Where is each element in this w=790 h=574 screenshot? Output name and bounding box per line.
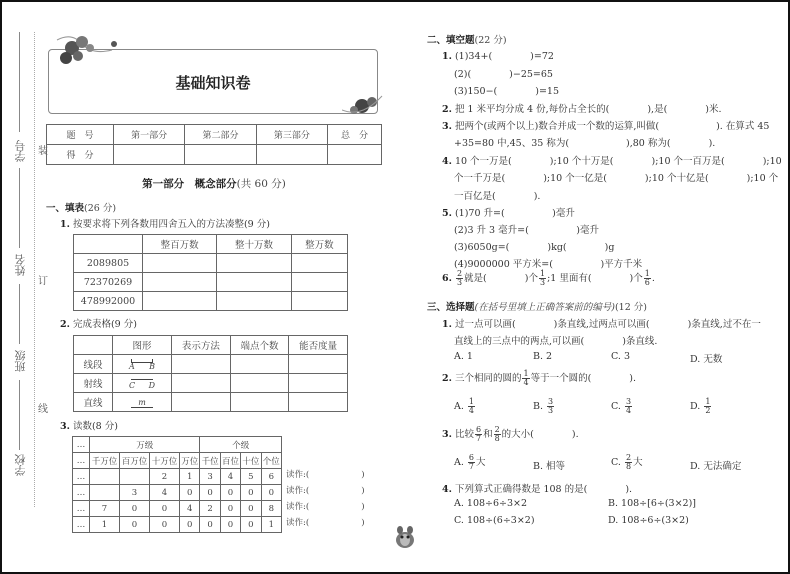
question-number: 6.	[442, 273, 452, 284]
ellipsis-cell: …	[73, 453, 90, 469]
table-header: 整百万数	[143, 235, 217, 254]
question-number: 2.	[60, 319, 70, 330]
denominator: 4	[625, 406, 632, 415]
numerator: 2	[494, 425, 500, 434]
read-as-field[interactable]	[286, 516, 365, 528]
denominator: 6	[644, 278, 650, 287]
s2-q5-line4: (4)9000000 平方米=( )平方千米	[454, 259, 643, 270]
answer-cell[interactable]	[217, 273, 291, 292]
read-as-close: )	[361, 470, 365, 480]
denominator: 8	[625, 462, 632, 471]
flower-decoration-icon	[342, 90, 384, 120]
numerator: 3	[625, 397, 632, 406]
answer-cell[interactable]	[143, 254, 217, 273]
group-header: 个级	[200, 437, 282, 453]
fraction	[547, 398, 554, 415]
ellipsis-cell: …	[73, 485, 90, 501]
section-title: 三、选择题	[427, 302, 475, 313]
answer-cell[interactable]	[172, 374, 231, 393]
answer-cell[interactable]	[172, 355, 231, 374]
fraction	[522, 370, 529, 387]
row-number: 2089805	[74, 254, 143, 273]
ellipsis-cell: …	[73, 469, 90, 485]
option-label: B.	[533, 461, 544, 472]
score-header: 题 号	[47, 125, 114, 145]
denominator: 8	[494, 434, 500, 443]
option-label: C.	[611, 457, 621, 468]
place-header: 千位	[200, 453, 220, 469]
table-header: 图形	[113, 336, 172, 355]
numerator: 2	[625, 453, 632, 462]
numerator: 3	[548, 397, 554, 406]
denominator: 3	[548, 406, 554, 415]
table-header: 能否度量	[289, 336, 348, 355]
place-header: 万位	[180, 453, 200, 469]
fraction	[644, 270, 651, 287]
option-suffix: 大	[633, 457, 643, 468]
geometry-table	[73, 335, 348, 412]
section2-heading	[427, 32, 507, 46]
digit-cell: 8	[261, 501, 281, 517]
question-text: (1)70 升=( )毫升	[454, 208, 575, 219]
question-points: (9 分)	[110, 319, 137, 330]
answer-cell[interactable]	[230, 374, 289, 393]
option-a[interactable]	[454, 454, 486, 471]
s3-q3	[442, 426, 579, 443]
s2-q1-line1	[442, 48, 554, 62]
table-header: 端点个数	[230, 336, 289, 355]
margin-field-name: 姓名	[14, 254, 27, 276]
fraction	[625, 454, 632, 471]
option-label: D.	[690, 401, 701, 412]
digit-cell: 0	[200, 517, 220, 533]
section1-heading	[46, 200, 116, 214]
score-header: 总 分	[327, 125, 381, 145]
binding-char-xian: 线	[38, 404, 48, 415]
margin-line	[19, 284, 20, 344]
read-as-label: 读作:(	[286, 470, 310, 480]
digit-cell: 0	[120, 501, 150, 517]
s2-q5-line2: (2)3 升 3 毫升=( )毫升	[454, 225, 599, 236]
s2-q3-line1	[442, 118, 769, 132]
question-points: (9 分)	[243, 219, 270, 230]
digit-cell: 0	[220, 501, 240, 517]
margin-line	[19, 380, 20, 450]
question-text: 和	[483, 429, 493, 440]
digit-cell: 0	[241, 501, 261, 517]
option-label: D.	[690, 461, 701, 472]
option-d[interactable]: D. 108÷6÷(3×2)	[608, 515, 689, 526]
digit-cell	[90, 485, 120, 501]
question-text: .	[651, 273, 655, 284]
read-as-label: 读作:(	[286, 502, 310, 512]
question-text: 把两个(或两个以上)数合并成一个数的运算,叫做( ). 在算式 45	[454, 121, 770, 132]
answer-cell[interactable]	[291, 292, 347, 311]
read-as-field[interactable]	[286, 484, 365, 496]
section-note: (在括号里填上正确答案前的编号)	[474, 302, 615, 313]
numerator: 1	[523, 369, 529, 378]
question-text: 的大小( ).	[501, 429, 579, 440]
digit-cell: 0	[180, 485, 200, 501]
s2-q1-line2: (2)( )−25=65	[454, 69, 553, 80]
question-text: 三个相同的圆的	[454, 373, 522, 384]
question-number: 3.	[442, 429, 452, 440]
option-label: A.	[454, 457, 464, 468]
rounding-table	[73, 234, 348, 311]
option-d[interactable]: D. 无数	[690, 354, 723, 365]
row-label: 射线	[74, 374, 113, 393]
answer-cell[interactable]	[230, 355, 289, 374]
point-label: C	[129, 380, 136, 390]
digit-cell: 6	[261, 469, 281, 485]
question-number: 1.	[60, 219, 70, 230]
s3-q2	[442, 370, 636, 387]
s2-q5-line1	[442, 205, 575, 219]
read-as-label: 读作:(	[286, 518, 310, 528]
s2-q2	[442, 101, 722, 115]
score-table	[46, 124, 382, 165]
score-cell[interactable]	[114, 145, 185, 165]
fraction	[625, 398, 632, 415]
numerator: 2	[456, 269, 463, 278]
numerator: 6	[468, 453, 475, 462]
page-title: 基础知识卷	[175, 74, 251, 92]
read-as-close: )	[361, 486, 365, 496]
binding-char-ding: 订	[38, 276, 48, 287]
score-cell[interactable]	[185, 145, 256, 165]
s3-q1-line2: 直线上的三点中的两点,可以画( )条直线.	[454, 336, 658, 347]
score-cell[interactable]	[327, 145, 381, 165]
margin-field-class: 班级	[14, 350, 27, 372]
section1-question3	[60, 418, 118, 432]
line-label: m	[131, 398, 153, 408]
answer-cell[interactable]	[143, 292, 217, 311]
s2-q4-line3: 一百亿是( ).	[454, 191, 541, 202]
answer-cell[interactable]	[291, 254, 347, 273]
digit-cell: 3	[120, 485, 150, 501]
ellipsis-cell: …	[73, 501, 90, 517]
digit-cell: 1	[261, 517, 281, 533]
place-header: 千万位	[90, 453, 120, 469]
option-b[interactable]: B. 2	[533, 351, 553, 362]
digit-cell: 7	[90, 501, 120, 517]
fraction	[475, 426, 482, 443]
question-number: 5.	[442, 208, 452, 219]
place-header: 十万位	[150, 453, 180, 469]
s2-q1-line3: (3)150−( )=15	[454, 86, 560, 97]
section-title: 一、填表	[46, 203, 85, 214]
ellipsis-cell: …	[73, 437, 90, 453]
question-number: 3.	[60, 421, 70, 432]
margin-field-student-id: 学号	[14, 140, 27, 162]
question-text: 就是( )个	[464, 273, 538, 284]
digit-cell	[120, 469, 150, 485]
digit-cell: 2	[200, 501, 220, 517]
ellipsis-cell: …	[73, 517, 90, 533]
score-cell[interactable]	[256, 145, 327, 165]
score-header: 第二部分	[185, 125, 256, 145]
row-number: 478992000	[74, 292, 143, 311]
answer-cell[interactable]	[172, 393, 231, 412]
s2-q3-line2: +35=80 中,45、35 称为( ),80 称为( ).	[454, 138, 716, 149]
group-header: 万级	[90, 437, 200, 453]
place-header: 十位	[241, 453, 261, 469]
section3-heading	[427, 299, 647, 313]
question-text: 下列算式正确得数是 108 的是( ).	[454, 484, 633, 495]
denominator: 7	[475, 434, 482, 443]
margin-line	[19, 168, 20, 248]
digit-cell: 4	[150, 485, 180, 501]
question-number: 2.	[442, 104, 452, 115]
place-value-table	[72, 436, 282, 533]
digit-cell: 0	[261, 485, 281, 501]
s3-q4	[442, 481, 632, 495]
question-text: 按要求将下列各数用四舍五入的方法凑整	[72, 219, 244, 230]
margin-line	[19, 32, 20, 132]
s2-q4-line2: 个一千万是( );10 个一亿是( );10 个十亿是( );10 个	[454, 173, 779, 184]
option-c[interactable]	[611, 398, 633, 415]
option-c[interactable]	[611, 454, 643, 471]
read-as-field[interactable]	[286, 500, 365, 512]
segment-figure	[113, 355, 172, 374]
answer-cell[interactable]	[217, 292, 291, 311]
table-header	[74, 235, 143, 254]
digit-cell: 1	[90, 517, 120, 533]
digit-cell: 0	[241, 517, 261, 533]
option-suffix: 大	[476, 457, 486, 468]
denominator: 3	[456, 278, 463, 287]
numerator: 1	[539, 269, 546, 278]
digit-cell	[90, 469, 120, 485]
place-header: 百万位	[120, 453, 150, 469]
digit-cell: 4	[220, 469, 240, 485]
question-number: 2.	[442, 373, 452, 384]
question-text: 10 个一万是( );10 个十万是( );10 个一百万是( );10	[454, 156, 782, 167]
s2-q4-line1	[442, 153, 782, 167]
question-text: 读数	[72, 421, 92, 432]
line-figure	[113, 393, 172, 412]
s2-q6	[442, 270, 655, 287]
answer-cell[interactable]	[143, 273, 217, 292]
score-row-label: 得 分	[47, 145, 114, 165]
digit-cell: 0	[180, 517, 200, 533]
answer-cell[interactable]	[289, 355, 348, 374]
question-text: 完成表格	[72, 319, 111, 330]
binding-dotted-line	[34, 32, 35, 507]
question-number: 1.	[442, 51, 452, 62]
digit-cell: 0	[220, 517, 240, 533]
option-d[interactable]	[690, 398, 712, 415]
fraction	[456, 270, 463, 287]
option-a[interactable]: A. 1	[454, 351, 473, 362]
question-text: 等于一个圆的( ).	[530, 373, 636, 384]
table-header: 整十万数	[217, 235, 291, 254]
option-c[interactable]: C. 108÷(6÷3×2)	[454, 515, 535, 526]
digit-cell: 1	[180, 469, 200, 485]
question-number: 1.	[442, 319, 452, 330]
flower-decoration-icon	[52, 30, 122, 82]
place-header: 个位	[261, 453, 281, 469]
digit-cell: 3	[200, 469, 220, 485]
row-label: 直线	[74, 393, 113, 412]
point-label: D	[148, 380, 155, 390]
fraction	[704, 398, 711, 415]
option-a[interactable]	[454, 398, 476, 415]
option-text: 相等	[546, 461, 566, 472]
s2-q5-line3: (3)6050g=( )kg( )g	[454, 242, 615, 253]
question-text: (1)34+( )=72	[454, 51, 554, 62]
place-header: 百位	[220, 453, 240, 469]
option-label: B.	[533, 401, 544, 412]
option-b[interactable]	[533, 398, 555, 415]
denominator: 3	[539, 278, 546, 287]
digit-cell: 2	[150, 469, 180, 485]
option-a[interactable]: A. 108÷6÷3×2	[454, 498, 528, 509]
section-points: (26 分)	[84, 203, 117, 214]
question-number: 4.	[442, 484, 452, 495]
digit-cell: 0	[200, 485, 220, 501]
numerator: 6	[475, 425, 482, 434]
part-heading-text: 第一部分 概念部分	[142, 178, 237, 190]
table-header	[74, 336, 113, 355]
part-heading	[46, 176, 382, 191]
ray-figure	[113, 374, 172, 393]
section-title: 二、填空题	[427, 35, 475, 46]
section-points: (12 分)	[614, 302, 647, 313]
s3-q1-line1	[442, 316, 761, 330]
numerator: 1	[644, 269, 650, 278]
digit-cell: 0	[120, 517, 150, 533]
part-heading-points: (共 60 分)	[236, 178, 286, 190]
question-text: ;1 里面有( )个	[547, 273, 643, 284]
option-label: A.	[454, 401, 464, 412]
read-as-label: 读作:(	[286, 486, 310, 496]
table-header: 整万数	[291, 235, 347, 254]
numerator: 1	[468, 397, 475, 406]
section1-question1	[60, 216, 270, 230]
digit-cell: 0	[220, 485, 240, 501]
read-as-field[interactable]	[286, 468, 365, 480]
margin-field-school: 学校	[14, 454, 27, 476]
option-text: 无法确定	[703, 461, 742, 472]
denominator: 2	[705, 406, 711, 415]
read-as-close: )	[361, 502, 365, 512]
score-header: 第一部分	[114, 125, 185, 145]
question-text: 比较	[454, 429, 474, 440]
digit-cell: 4	[180, 501, 200, 517]
question-points: (8 分)	[91, 421, 118, 432]
digit-cell: 0	[150, 501, 180, 517]
fraction	[539, 270, 546, 287]
fraction	[494, 426, 501, 443]
digit-cell: 0	[241, 485, 261, 501]
fraction	[468, 454, 475, 471]
question-number: 4.	[442, 156, 452, 167]
table-header: 表示方法	[172, 336, 231, 355]
digit-cell: 0	[150, 517, 180, 533]
point-label: B	[149, 361, 155, 371]
digit-cell: 5	[241, 469, 261, 485]
question-number: 3.	[442, 121, 452, 132]
option-d[interactable]	[690, 458, 741, 472]
denominator: 4	[523, 378, 529, 387]
score-header: 第三部分	[256, 125, 327, 145]
row-label: 线段	[74, 355, 113, 374]
binding-char-zhuang: 装	[38, 146, 48, 157]
question-text: 把 1 米平均分成 4 份,每份占全长的( ),是( )米.	[454, 104, 722, 115]
answer-cell[interactable]	[291, 273, 347, 292]
denominator: 7	[468, 462, 475, 471]
denominator: 4	[468, 406, 475, 415]
mascot-logo-icon	[394, 525, 416, 549]
option-c[interactable]: C. 3	[611, 351, 631, 362]
numerator: 1	[705, 397, 711, 406]
answer-cell[interactable]	[289, 393, 348, 412]
option-label: C.	[611, 401, 621, 412]
question-text: 过一点可以画( )条直线,过两点可以画( )条直线,过不在一	[454, 319, 761, 330]
answer-cell[interactable]	[230, 393, 289, 412]
answer-cell[interactable]	[217, 254, 291, 273]
section1-question2	[60, 316, 137, 330]
point-label: A	[129, 361, 135, 371]
row-number: 72370269	[74, 273, 143, 292]
read-as-close: )	[361, 518, 365, 528]
section-points: (22 分)	[474, 35, 507, 46]
answer-cell[interactable]	[289, 374, 348, 393]
option-b[interactable]	[533, 458, 565, 472]
option-b[interactable]: B. 108÷[6÷(3×2)]	[608, 498, 696, 509]
fraction	[468, 398, 475, 415]
